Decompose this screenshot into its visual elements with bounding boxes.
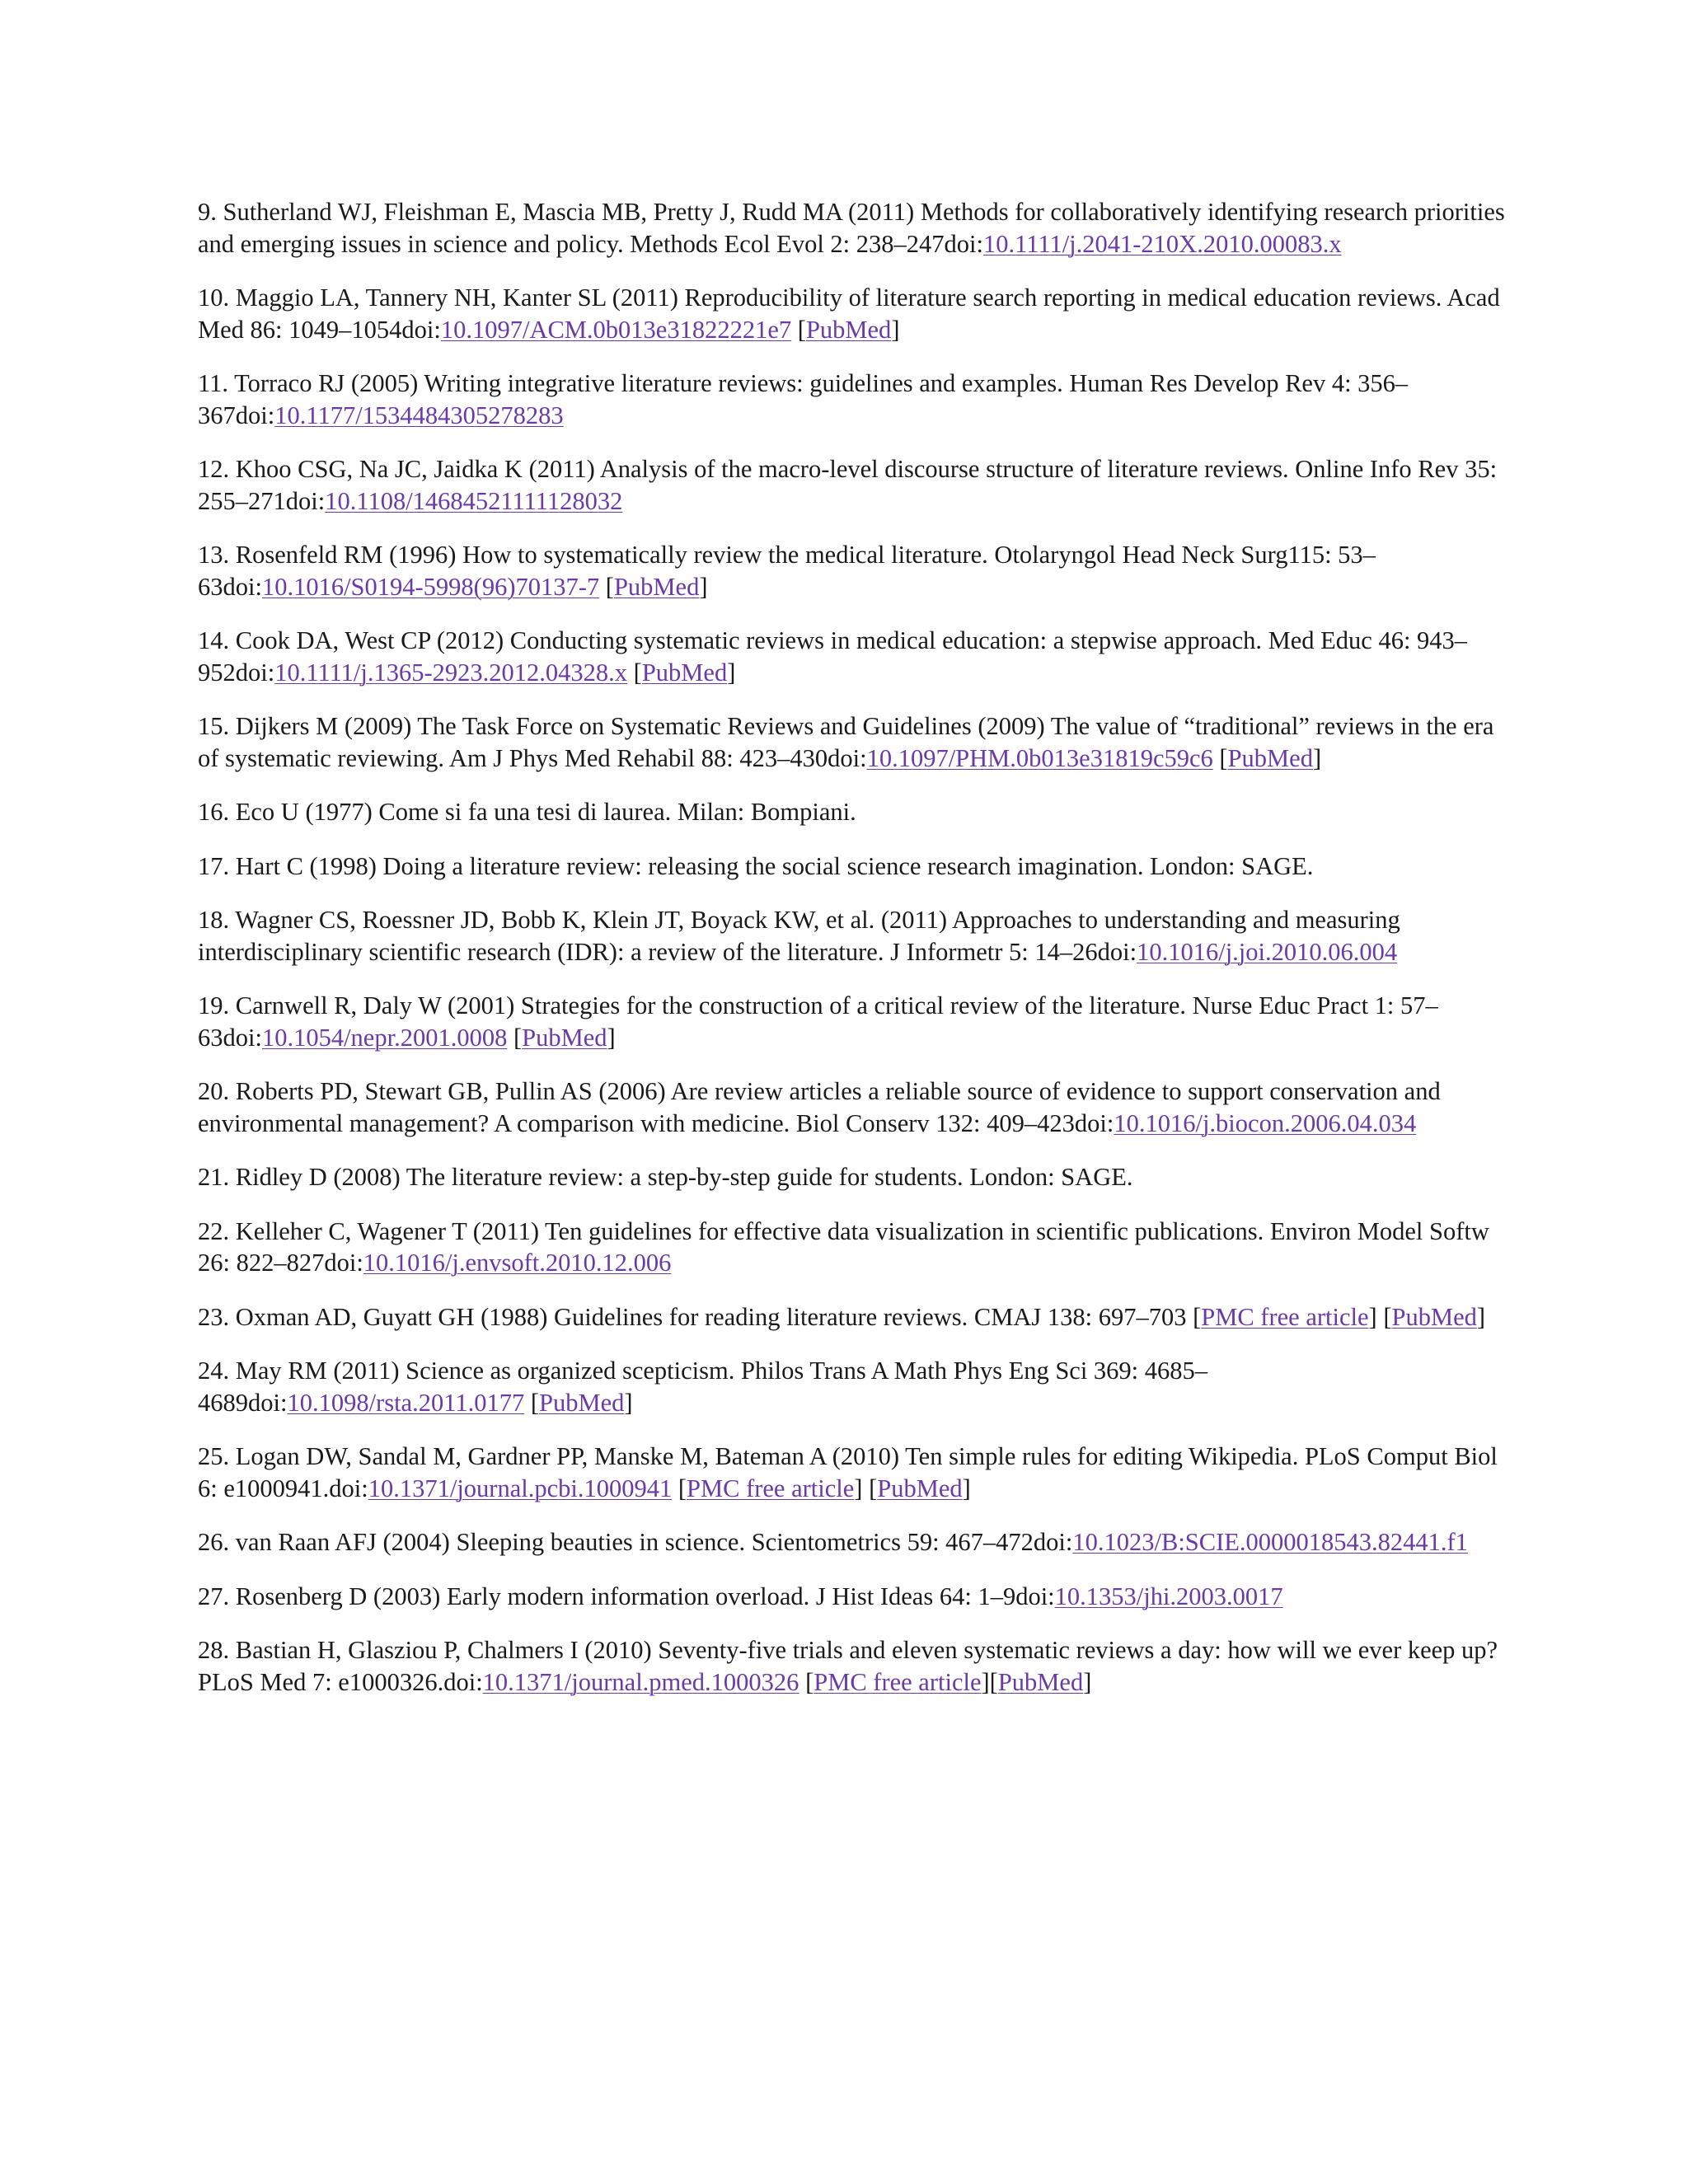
reference-item: 15. Dijkers M (2009) The Task Force on Systematic Reviews and Guidelines (2009) The value of “traditional” reviews in the era of systematic reviewing. Am J Phys Med Rehabil 88: 423–430doi:10.1097/PHM.0b013e31819c59c6 [PubMed] bbox=[198, 712, 1494, 772]
doi-link[interactable]: 10.1016/S0194-5998(96)70137-7 bbox=[261, 572, 600, 601]
reference-text: 12. Khoo CSG, Na JC, Jaidka K (2011) Analysis of the macro-level discourse structure of literature reviews. Online Info Rev 35: 255–271doi: bbox=[198, 455, 1498, 515]
reference-item bbox=[198, 851, 1508, 883]
reference-item: 14. Cook DA, West CP (2012) Conducting systematic reviews in medical education: a stepwise approach. Med Educ 46: 943–952doi:10.1111/j.1365-2923.2012.04328.x [PubMed] bbox=[198, 626, 1468, 687]
reference-text: 19. Carnwell R, Daly W (2001) Strategies for the construction of a critical review of the literature. Nurse Educ Pract 1: 57–63doi: bbox=[198, 991, 1438, 1052]
reference-item: 24. May RM (2011) Science as organized scepticism. Philos Trans A Math Phys Eng Sci 369: 4685–4689doi:10.1098/rsta.2011.0177 [PubMed] bbox=[198, 1357, 1208, 1417]
reference-text: 11. Torraco RJ (2005) Writing integrative literature reviews: guidelines and examples. Human Res Develop Rev 4: 356–367doi: bbox=[198, 369, 1409, 429]
doi-link[interactable]: 10.1054/nepr.2001.0008 bbox=[261, 1023, 508, 1052]
reference-text: 28. Bastian H, Glasziou P, Chalmers I (2010) Seventy-five trials and eleven systematic reviews a day: how will we ever keep up? PLoS Med 7: e1000326.doi: bbox=[198, 1636, 1498, 1696]
reference-text: 24. May RM (2011) Science as organized scepticism. Philos Trans A Math Phys Eng Sci 369: 4685–4689doi: bbox=[198, 1357, 1208, 1417]
doi-link[interactable]: 10.1371/journal.pmed.1000326 bbox=[482, 1667, 799, 1696]
reference-item bbox=[198, 453, 1508, 517]
doi-link[interactable]: 10.1016/j.biocon.2006.04.034 bbox=[1114, 1108, 1417, 1137]
reference-item: 13. Rosenfeld RM (1996) How to systematically review the medical literature. Otolaryngol Head Neck Surg115: 53–63doi:10.1016/S0194-5998(96)70137-7 [PubMed] bbox=[198, 541, 1376, 601]
doi-link[interactable]: 10.1023/B:SCIE.0000018543.82441.f1 bbox=[1072, 1528, 1468, 1556]
doi-link[interactable]: 10.1111/j.1365-2923.2012.04328.x bbox=[274, 658, 628, 687]
doi-link[interactable]: 10.1016/j.joi.2010.06.004 bbox=[1137, 937, 1398, 966]
pubmed-link[interactable]: PubMed bbox=[641, 658, 728, 687]
doi-link[interactable]: 10.1016/j.envsoft.2010.12.006 bbox=[363, 1249, 672, 1277]
pmc-free-article-link[interactable]: PMC free article bbox=[1201, 1302, 1369, 1331]
reference-text: 18. Wagner CS, Roessner JD, Bobb K, Klein JT, Boyack KW, et al. (2011) Approaches to understanding and measuring interdisciplinary scientific research (IDR): a review of the literature. J Informetr 5: 14–26doi: bbox=[198, 906, 1400, 966]
reference-item: 10. Maggio LA, Tannery NH, Kanter SL (2011) Reproducibility of literature search reporting in medical education reviews. Acad Med 86: 1049–1054doi:10.1097/ACM.0b013e31822221e7 [PubMed] bbox=[198, 284, 1500, 344]
doi-link[interactable]: 10.1098/rsta.2011.0177 bbox=[287, 1388, 525, 1417]
reference-text: 22. Kelleher C, Wagener T (2011) Ten guidelines for effective data visualization in scientific publications. Environ Model Softw 26: 822–827doi: bbox=[198, 1216, 1489, 1277]
reference-text: 9. Sutherland WJ, Fleishman E, Mascia MB, Pretty J, Rudd MA (2011) Methods for collaboratively identifying research priorities and emerging issues in science and policy. Methods Ecol Evol 2: 238–247doi: bbox=[198, 198, 1505, 258]
reference-text: 10. Maggio LA, Tannery NH, Kanter SL (2011) Reproducibility of literature search reporting in medical education reviews. Acad Med 86: 1049–1054doi: bbox=[198, 284, 1500, 344]
reference-text: 14. Cook DA, West CP (2012) Conducting systematic reviews in medical education: a stepwise approach. Med Educ 46: 943–952doi: bbox=[198, 626, 1468, 687]
pubmed-link[interactable]: PubMed bbox=[613, 572, 700, 601]
pmc-free-article-link[interactable]: PMC free article bbox=[687, 1474, 855, 1502]
doi-link[interactable]: 10.1097/PHM.0b013e31819c59c6 bbox=[866, 743, 1213, 772]
reference-text: 25. Logan DW, Sandal M, Gardner PP, Manske M, Bateman A (2010) Ten simple rules for editing Wikipedia. PLoS Comput Biol 6: e1000941.doi: bbox=[198, 1442, 1498, 1502]
reference-item bbox=[198, 1076, 1508, 1139]
reference-item bbox=[198, 368, 1508, 431]
doi-link[interactable]: 10.1177/1534484305278283 bbox=[274, 401, 564, 429]
doi-link[interactable]: 10.1111/j.2041-210X.2010.00083.x bbox=[982, 229, 1342, 258]
pubmed-link[interactable]: PubMed bbox=[997, 1667, 1084, 1696]
pubmed-link[interactable]: PubMed bbox=[1227, 743, 1313, 772]
reference-item bbox=[198, 1161, 1508, 1193]
reference-item bbox=[198, 1526, 1508, 1558]
reference-text: 17. Hart C (1998) Doing a literature review: releasing the social science research imagination. London: SAGE. bbox=[198, 851, 1314, 880]
doi-link[interactable]: 10.1108/14684521111128032 bbox=[325, 486, 623, 515]
pubmed-link[interactable]: PubMed bbox=[877, 1474, 963, 1502]
doi-link[interactable]: 10.1371/journal.pcbi.1000941 bbox=[368, 1474, 673, 1502]
reference-text: 13. Rosenfeld RM (1996) How to systematically review the medical literature. Otolaryngol Head Neck Surg115: 53–63doi: bbox=[198, 541, 1376, 601]
reference-text: 23. Oxman AD, Guyatt GH (1988) Guidelines for reading literature reviews. CMAJ 138: 697–703 bbox=[198, 1302, 1193, 1331]
pubmed-link[interactable]: PubMed bbox=[539, 1388, 625, 1417]
reference-item: 23. Oxman AD, Guyatt GH (1988) Guidelines for reading literature reviews. CMAJ 138: 697–703 [PMC free article] [PubMed] bbox=[198, 1302, 1486, 1331]
reference-item: 28. Bastian H, Glasziou P, Chalmers I (2010) Seventy-five trials and eleven systematic reviews a day: how will we ever keep up? PLoS Med 7: e1000326.doi:10.1371/journal.pmed.1000326 [PMC free article][PubMed] bbox=[198, 1636, 1498, 1696]
pmc-free-article-link[interactable]: PMC free article bbox=[814, 1667, 982, 1696]
reference-item bbox=[198, 196, 1508, 260]
reference-item: 19. Carnwell R, Daly W (2001) Strategies for the construction of a critical review of the literature. Nurse Educ Pract 1: 57–63doi:10.1054/nepr.2001.0008 [PubMed] bbox=[198, 991, 1438, 1052]
reference-item bbox=[198, 796, 1508, 828]
reference-item bbox=[198, 1216, 1508, 1279]
reference-item: 25. Logan DW, Sandal M, Gardner PP, Manske M, Bateman A (2010) Ten simple rules for editing Wikipedia. PLoS Comput Biol 6: e1000941.doi:10.1371/journal.pcbi.1000941 [PMC free article] [PubMed] bbox=[198, 1442, 1498, 1502]
pubmed-link[interactable]: PubMed bbox=[522, 1023, 607, 1052]
reference-item bbox=[198, 904, 1508, 968]
reference-item bbox=[198, 1581, 1508, 1613]
reference-list bbox=[198, 196, 1508, 1720]
reference-text: 20. Roberts PD, Stewart GB, Pullin AS (2006) Are review articles a reliable source of evidence to support conservation and environmental management? A comparison with medicine. Biol Conserv 132: 409–423doi: bbox=[198, 1077, 1441, 1137]
reference-text: 21. Ridley D (2008) The literature review: a step-by-step guide for students. London: SAGE. bbox=[198, 1163, 1133, 1191]
doi-link[interactable]: 10.1097/ACM.0b013e31822221e7 bbox=[440, 315, 792, 344]
reference-text: 15. Dijkers M (2009) The Task Force on Systematic Reviews and Guidelines (2009) The value of “traditional” reviews in the era of systematic reviewing. Am J Phys Med Rehabil 88: 423–430doi: bbox=[198, 712, 1494, 772]
reference-text: 26. van Raan AFJ (2004) Sleeping beauties in science. Scientometrics 59: 467–472doi: bbox=[198, 1528, 1073, 1556]
pubmed-link[interactable]: PubMed bbox=[805, 315, 892, 344]
reference-text: 27. Rosenberg D (2003) Early modern information overload. J Hist Ideas 64: 1–9doi: bbox=[198, 1582, 1055, 1610]
pubmed-link[interactable]: PubMed bbox=[1391, 1302, 1477, 1331]
doi-link[interactable]: 10.1353/jhi.2003.0017 bbox=[1054, 1582, 1283, 1610]
reference-text: 16. Eco U (1977) Come si fa una tesi di laurea. Milan: Bompiani. bbox=[198, 798, 856, 826]
